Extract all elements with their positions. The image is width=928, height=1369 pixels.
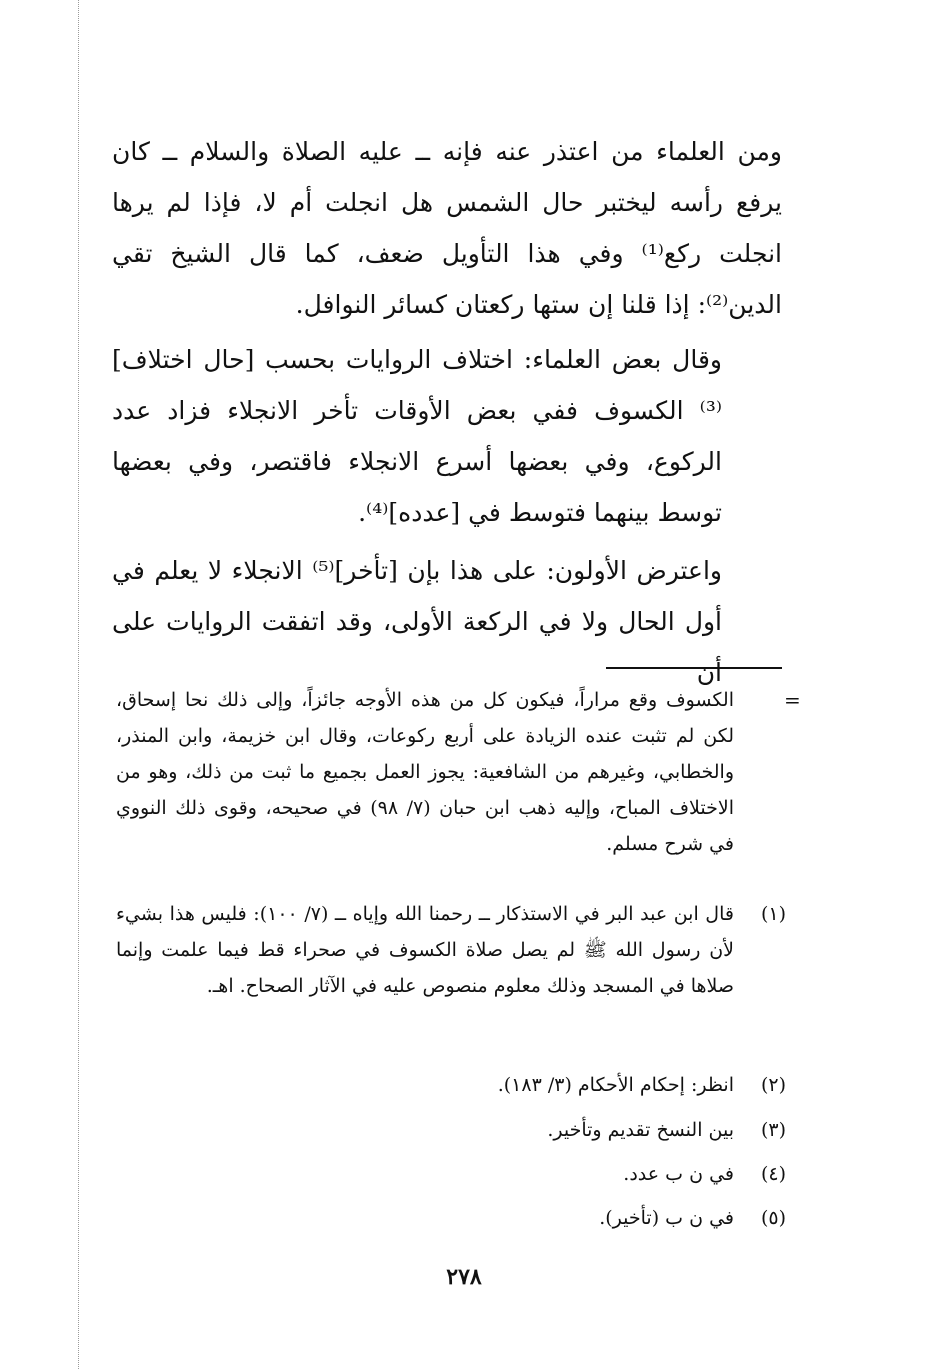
footnote-5	[116, 1200, 786, 1236]
footnote-text: انظر: إحكام الأحكام (٣/ ١٨٣).	[497, 1074, 734, 1096]
scan-edge-line	[78, 0, 79, 1369]
footnote-4	[116, 1156, 786, 1192]
footnote-continuation-mark: =	[784, 688, 801, 712]
body-paragraph-1: ومن العلماء من اعتذر عنه فإنه ــ عليه الصلاة والسلام ــ كان يرفع رأسه ليختبر حال الشمس هل انجلت أم لا، فإذا لم يرها انجلت ركع⁽¹⁾ وفي هذا التأويل ضعف، كما قال الشيخ تقي الدين⁽²⁾: إذا قلنا إن ستها ركعتان كسائر النوافل.	[112, 137, 782, 319]
body-paragraph-3	[112, 545, 782, 698]
footnote-number: (٥)	[760, 1207, 786, 1229]
footnote-continuation: الكسوف وقع مراراً، فيكون كل من هذه الأوجه جائزاً، وإلى ذلك نحا إسحاق، لكن لم تثبت عنده الزيادة على أربع ركوعات، وقال ابن خزيمة، وابن المنذر، والخطابي، وغيرهم من الشافعية: يجوز العمل بجميع ما ثبت من ذلك، وهو من الاختلاف المباح، وإليه ذهب ابن حبان (٧/ ٩٨) في صحيحه، وقوى ذلك النووي في شرح مسلم.	[116, 689, 734, 855]
body-paragraph-2-text: وقال بعض العلماء: اختلاف الروايات بحسب [حال اختلاف]⁽³⁾ الكسوف ففي بعض الأوقات تأخر الانجلاء فزاد عدد الركوع، وفي بعضها أسرع الانجلاء فاقتصر، وفي بعضها توسط بينهما فتوسط في [عدده]⁽⁴⁾.	[112, 345, 722, 527]
footnote-number: (٤)	[760, 1163, 786, 1185]
footnote-number: (٢)	[760, 1074, 786, 1096]
footnote-3	[116, 1112, 786, 1148]
footnote-1	[116, 896, 786, 1004]
footnote-2	[116, 1067, 786, 1103]
footnote-text: في ن ب عدد.	[623, 1163, 734, 1185]
body-paragraph-3-text: واعترض الأولون: على هذا بإن [تأخر]⁽⁵⁾ الانجلاء لا يعلم في أول الحال ولا في الركعة الأولى، وقد اتفقت الروايات على أن	[112, 556, 722, 687]
body-paragraph-2	[112, 334, 782, 538]
footnote-number: (٣)	[760, 1119, 786, 1141]
footnote-text: بين النسخ تقديم وتأخير.	[547, 1119, 734, 1141]
footnote-text: في ن ب (تأخير).	[599, 1207, 734, 1229]
footnote-text: قال ابن عبد البر في الاستذكار ــ رحمنا الله وإياه ــ (٧/ ١٠٠): فليس هذا بشيء لأن رسول الله ﷺ لم يصل صلاة الكسوف في صحراء قط فيما علمت وإنما صلاها في المسجد وذلك معلوم منصوص عليه في الآثار الصحاح. اهـ.	[116, 903, 734, 997]
footnote-divider	[606, 667, 782, 669]
footnote-number: (١)	[760, 903, 786, 925]
page-number: ٢٧٨	[446, 1264, 482, 1290]
